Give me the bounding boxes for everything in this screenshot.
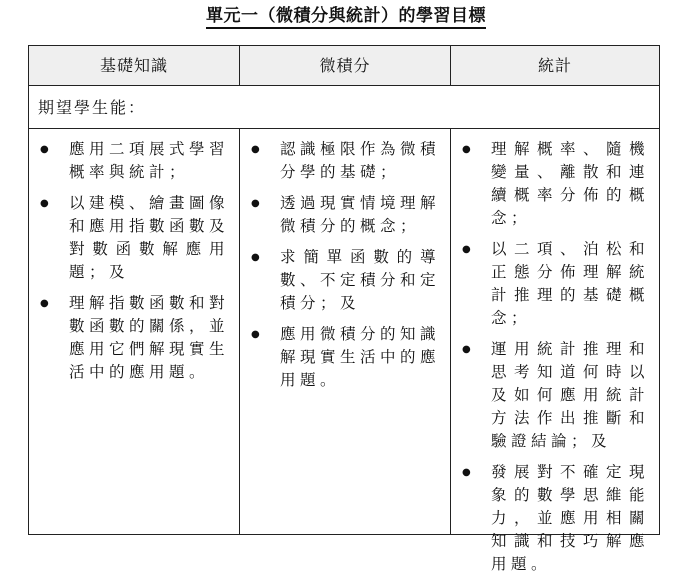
header-basic-knowledge: 基礎知識 — [99, 56, 168, 75]
list-item: ● 發展對不確定現象的數學思維能力，並應用相關知識和技巧解應用題。 — [451, 461, 649, 576]
bullet-list — [29, 129, 239, 384]
header-statistics: 統計 — [450, 46, 659, 86]
column-calculus — [239, 129, 450, 534]
objectives-table — [28, 45, 660, 573]
list-item: ● 透過現實情境理解微積分的概念； — [240, 192, 440, 238]
list-item: ● 理解概率、隨機變量、離散和連續概率分佈的概念； — [451, 138, 649, 230]
list-item: ● 以建模、繪畫圖像和應用指數函數及對數函數解應用題；及 — [29, 192, 229, 284]
document-title — [0, 5, 692, 27]
header-calculus: 微積分 — [239, 46, 450, 86]
list-item: ● 運用統計推理和思考知道何時以及如何應用統計方法作出推斷和驗證結論；及 — [451, 338, 649, 453]
table-header-row — [29, 46, 659, 86]
column-statistics — [450, 129, 659, 573]
list-item: ● 求簡單函數的導數、不定積分和定積分；及 — [240, 246, 440, 315]
list-item: ● 理解指數函數和對數函數的關係，並應用它們解現實生活中的應用題。 — [29, 292, 229, 384]
document-title-text: 單元一（微積分與統計）的學習目標 — [206, 6, 486, 29]
list-item: ● 以二項、泊松和正態分佈理解統計推理的基礎概念； — [451, 238, 649, 330]
expectation-row: 期望學生能： — [29, 86, 659, 129]
column-basic-knowledge — [29, 129, 239, 534]
bullet-list — [240, 129, 450, 392]
list-item: ● 應用微積分的知識解現實生活中的應用題。 — [240, 323, 440, 392]
bullet-list — [451, 129, 659, 576]
list-item: ● 認識極限作為微積分學的基礎； — [240, 138, 440, 184]
list-item: ● 應用二項展式學習概率與統計； — [29, 138, 229, 184]
